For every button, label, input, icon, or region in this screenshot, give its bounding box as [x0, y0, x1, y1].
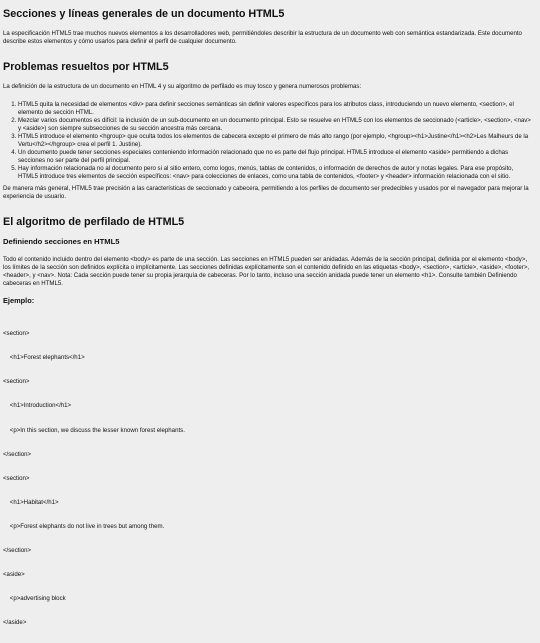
- code-line: <h1>Habitat</h1>: [3, 498, 59, 506]
- code-line: <p>In this section, we discuss the lesser known forest elephants.: [3, 426, 185, 434]
- code-line: <p>advertising block: [3, 595, 66, 603]
- code-example: [3, 314, 534, 643]
- list-item: 2. Mezclar varios documentos es difícil: la inclusión de un sub-documento en un documento principal. Esto se resuelve en HTML5 con los elementos de seccionado (<article>, <section>, <nav> y <aside>) son siempre subsecciones de su sección ancestra más cercana.: [18, 117, 534, 133]
- page-title: Secciones y líneas generales de un documento HTML5: [3, 8, 285, 20]
- problems-list: [3, 101, 534, 181]
- code-line: <h1>Forest elephants</h1>: [3, 354, 85, 362]
- intro-paragraph: La especificación HTML5 trae muchos nuevos elementos a los desarrolladores web, permitiéndoles describir la estructura de un documento web con semántica estandarizada. Este documento describe estos elementos y cómo usarlos para definir el perfil de cualquier documento.: [3, 30, 522, 46]
- example-label: Ejemplo:: [3, 296, 35, 306]
- code-line: <aside>: [3, 571, 25, 579]
- defining-sections-paragraph: Todo el contenido incluido dentro del elemento <body> es parte de una sección. Las secciones en HTML5 pueden ser anidadas. Además de la sección principal, definida por el elemento <body>, los límites de la sección son definidos explícita o implícitamente. Las secciones definidas explícitamente son el contenido definido en las etiquetas <body>, <section>, <article>, <aside>, <footer>, <header>, y <nav>. Nota: Cada sección puede tener su propia jerarquía de cabeceras. Por lo tanto, incluso una sección anidada puede tener un elemento <h1>. Consulte también Definiendo cabeceras en HTML5.: [3, 256, 530, 288]
- code-line: <section>: [3, 474, 30, 482]
- subsection-heading-defining: Definiendo secciones en HTML5: [3, 237, 120, 247]
- list-item: 3. HTML5 introduce el elemento <hgroup> que oculta todos los elementos de cabecera excepto el primero de más alto rango (por ejemplo, <hgroup><h1>Justine</h1><h2>Les Malheurs de la Vertu</h2></hgroup> crea el perfil 1. Justine).: [18, 133, 534, 149]
- code-line: </section>: [3, 547, 32, 555]
- code-line: <section>: [3, 330, 30, 338]
- code-line: </aside>: [3, 619, 27, 627]
- section-heading-problems: Problemas resueltos por HTML5: [3, 61, 169, 74]
- section-heading-algorithm: El algoritmo de perfilado de HTML5: [3, 215, 185, 228]
- code-line: </section>: [3, 450, 32, 458]
- list-item: 1. HTML5 quita la necesidad de elementos <div> para definir secciones semánticas sin definir valores específicos para los atributos class, introduciendo un nuevo elemento, <section>, el elemento de sección HTML.: [18, 101, 534, 117]
- list-item: 5. Hay información relacionada no al documento pero si al sitio entero, como logos, menús, tablas de contenidos, o información de derechos de autor y notas legales. Para ese propósito, HTML5 introduce tres elementos de sección específicos: <nav> para colecciones de enlaces, como una tabla de contenidos, <footer> y <header> información relacionada con el sitio.: [18, 165, 534, 181]
- problems-intro-paragraph: La definición de la estructura de un documento en HTML 4 y su algoritmo de perfilado es muy tosco y genera numerosos problemas:: [3, 82, 362, 90]
- code-line: <p>Forest elephants do not live in trees but among them.: [3, 522, 165, 530]
- code-line: <section>: [3, 378, 30, 386]
- code-line: <h1>Introduction</h1>: [3, 402, 72, 410]
- list-item: 4. Un documento puede tener secciones especiales conteniendo información relacionado que no es parte del flujo principal. HTML5 introduce el elemento <aside> permitiendo a dichas secciones no ser parte del perfil principal.: [18, 149, 534, 165]
- problems-summary-paragraph: De manera más general, HTML5 trae precisión a las características de seccionado y cabecera, permitiendo a los perfiles de documento ser predecibles y usados por el navegador para mejorar la experiencia de usuario.: [3, 184, 529, 200]
